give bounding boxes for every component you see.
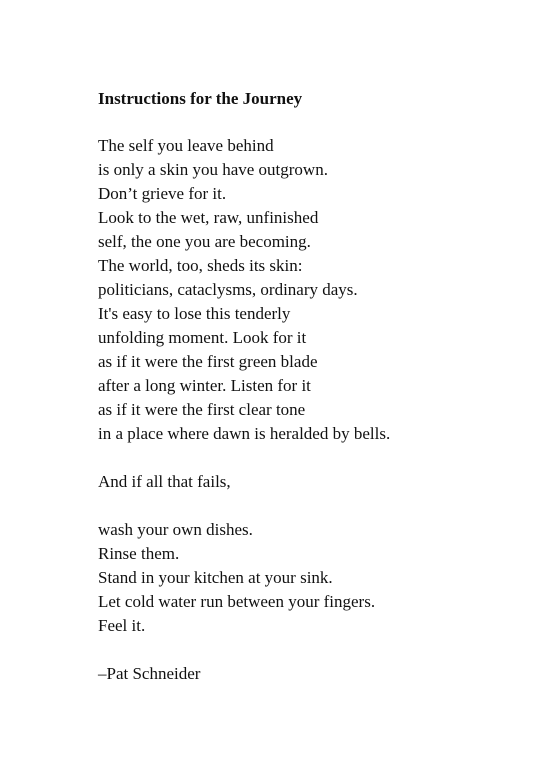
poem-line: is only a skin you have outgrown.	[98, 160, 328, 179]
poem-line: self, the one you are becoming.	[98, 232, 311, 251]
poem-line: after a long winter. Listen for it	[98, 376, 311, 395]
poem-line: Don’t grieve for it.	[98, 184, 227, 203]
poem-line: unfolding moment. Look for it	[98, 328, 307, 347]
poem-line: wash your own dishes.	[98, 520, 253, 539]
poem-line: in a place where dawn is heralded by bells.	[98, 424, 391, 443]
stanza-2	[98, 470, 538, 494]
poem-author: –Pat Schneider	[98, 664, 201, 683]
poem-line: Rinse them.	[98, 544, 180, 563]
stanza-3	[98, 518, 538, 638]
poem-line: The world, too, sheds its skin:	[98, 256, 303, 275]
poem-line: as if it were the first green blade	[98, 352, 318, 371]
poem-line: And if all that fails,	[98, 472, 231, 491]
poem-line: Feel it.	[98, 616, 146, 635]
poem-line: The self you leave behind	[98, 136, 274, 155]
poem-line: Stand in your kitchen at your sink.	[98, 568, 333, 587]
poem-line: Let cold water run between your fingers.	[98, 592, 376, 611]
poem-line: Look to the wet, raw, unfinished	[98, 208, 319, 227]
poem-line: as if it were the first clear tone	[98, 400, 306, 419]
poem-title: Instructions for the Journey	[98, 89, 303, 108]
poem-page	[98, 88, 538, 686]
stanza-1	[98, 134, 538, 446]
poem-line: politicians, cataclysms, ordinary days.	[98, 280, 358, 299]
poem-line: It's easy to lose this tenderly	[98, 304, 291, 323]
